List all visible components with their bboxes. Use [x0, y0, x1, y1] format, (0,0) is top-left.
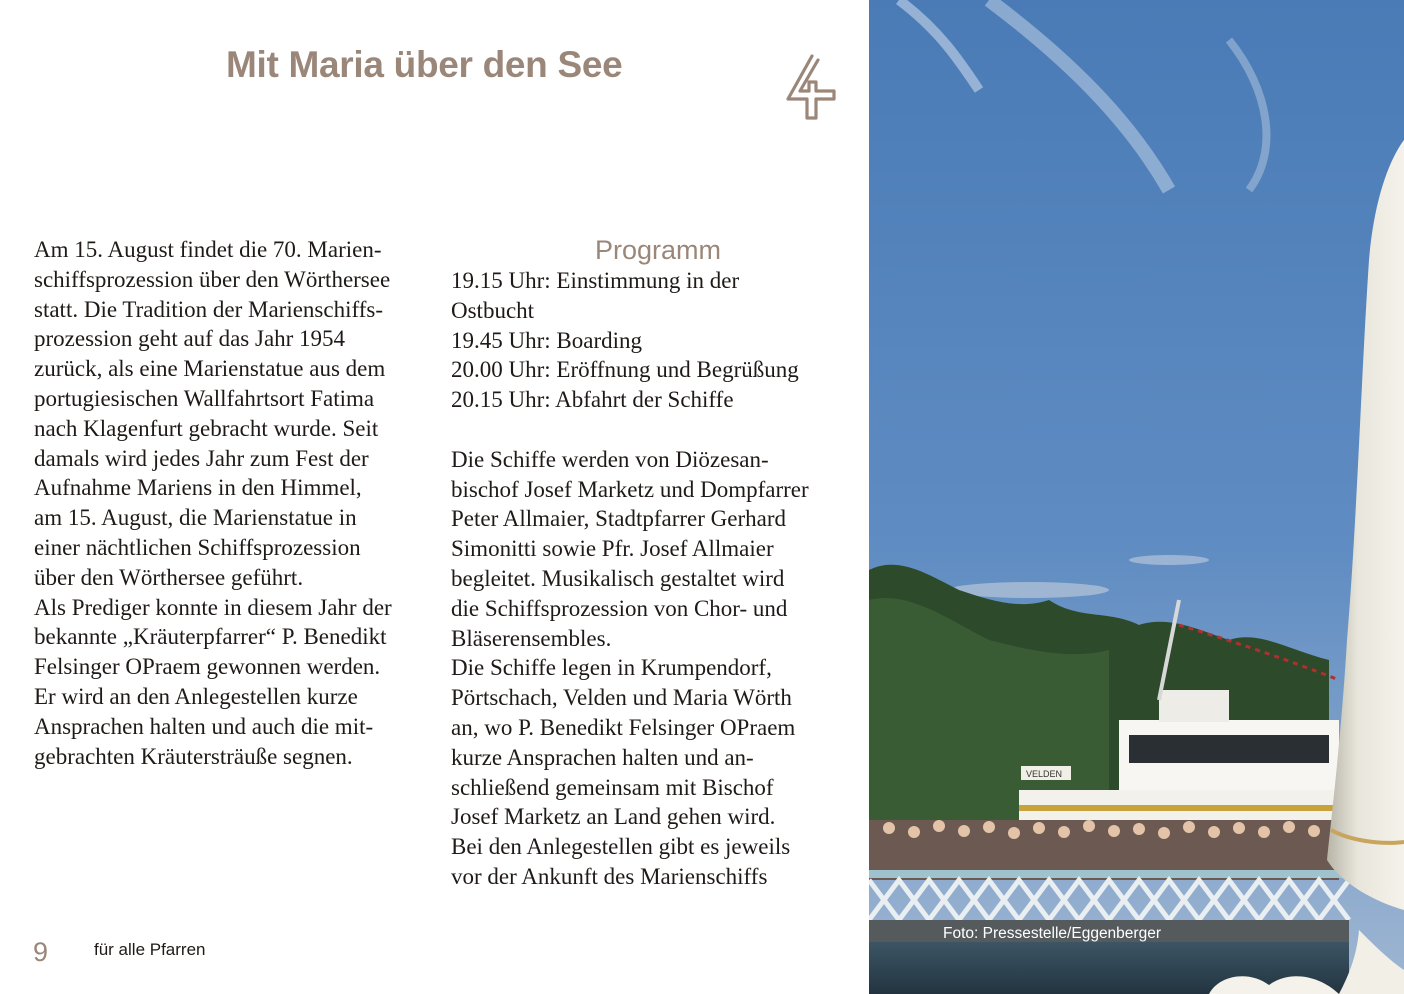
escort-paragraph: Die Schiffe werden von Diözesan- bischof Josef Marketz und Dompfarrer Peter Allmaier, Stadtpfarrer Gerhard Simonitti sowie Pfr. Josef Allmaier begleitet. Musikalisch gestaltet wird die Schiffsprozession von Chor- und Bläserensembles. [451, 446, 809, 651]
intro-column [34, 235, 434, 771]
program-heading: Programm [594, 235, 722, 265]
program-column [451, 235, 861, 892]
page-title: Mit Maria über den See [226, 44, 623, 85]
program-item: 20.00 Uhr: Eröffnung und Begrüßung [451, 357, 799, 383]
program-item: 19.15 Uhr: Einstimmung in der Ostbucht [451, 268, 740, 323]
cross-four-logo-icon [783, 52, 839, 124]
preacher-paragraph: Als Prediger konnte in diesem Jahr der bekannte „Kräuterpfarrer“ P. Benedikt Felsinger OPraem gewonnen werden. Er wird an den Anlegestellen kurze Ansprachen halten und auch die mit- gebrachten Kräutersträuße segnen. [34, 594, 392, 769]
boat-bridge [1159, 690, 1229, 722]
boat-cabin-windows [1129, 735, 1329, 763]
stops-paragraph: Die Schiffe legen in Krumpendorf, Pörtschach, Velden und Maria Wörth an, wo P. Benedikt Felsinger OPraem kurze Ansprachen halten und an- schließend gemeinsam mit Bischof Josef Marketz an Land gehen wird. Bei den Anlegestellen gibt es jeweils vor der Ankunft des Marienschiffs [451, 655, 796, 889]
program-item: 19.45 Uhr: Boarding [451, 327, 643, 353]
procession-photo [869, 0, 1404, 994]
boat-stripe [1019, 805, 1339, 811]
photo-credit: Foto: Pressestelle/Eggenberger [943, 925, 1161, 942]
footer-text: für alle Pfarren [94, 940, 206, 959]
page-number: 9 [33, 937, 49, 967]
spacer [451, 415, 861, 445]
program-item: 20.15 Uhr: Abfahrt der Schiffe [451, 387, 734, 413]
cloud [1129, 555, 1209, 565]
boat-sign-text: VELDEN [1026, 769, 1063, 779]
intro-paragraph: Am 15. August findet die 70. Marien- schiffsprozession über den Wörthersee statt. Die Tradition der Marienschiffs- prozession geht auf das Jahr 1954 zurück, als eine Marienstatue aus dem portugiesischen Wallfahrtsort Fatima nach Klagenfurt gebracht wurde. Seit damals wird jedes Jahr zum Fest der Aufnahme Mariens in den Himmel, am 15. August, die Marienstatue in einer nächtlichen Schiffsprozession über den Wörthersee geführt. [34, 237, 391, 590]
photo-illustration [869, 0, 1404, 994]
